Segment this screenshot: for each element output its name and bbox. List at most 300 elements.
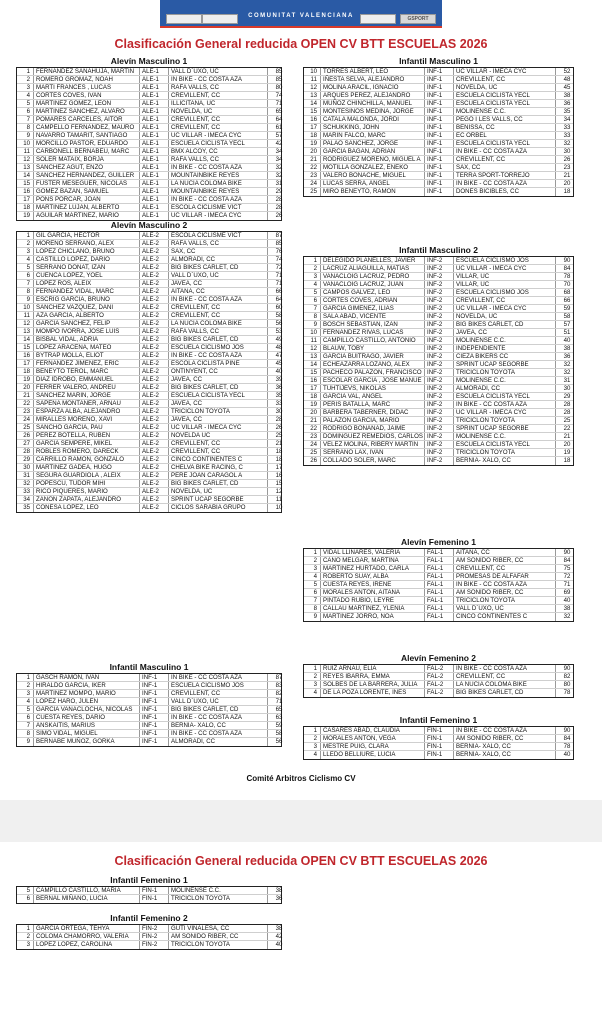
category-code: INF-1	[424, 124, 453, 131]
table-row	[304, 281, 573, 289]
points: 85	[267, 240, 290, 247]
rider-name: GASCH RAMON, IVAN	[33, 674, 139, 681]
club-name: TRICICLON TOYOTA	[453, 597, 555, 604]
document-title: Clasificación General reducida OPEN CV BTT ESCUELAS 2026	[114, 37, 488, 51]
club-name: TERRA SPORT-TORREJO	[453, 172, 555, 179]
position: 18	[23, 204, 30, 211]
position: 5	[26, 100, 30, 107]
club-name: ESCUELA CICLISMO JOS	[168, 682, 267, 689]
position: 21	[310, 417, 317, 424]
position: 11	[23, 312, 30, 319]
points: 28	[267, 196, 290, 203]
results-page-2	[0, 842, 602, 1024]
table-row	[17, 376, 281, 384]
table-row	[17, 496, 281, 504]
rider-name: SANCHEZ VAZQUEZ, DANI	[33, 304, 139, 311]
points: 26	[555, 156, 578, 163]
table-row	[304, 329, 573, 337]
club-name: VALL D´UXO, UC	[453, 605, 555, 612]
club-name: CREVILLENT, CC	[453, 76, 555, 83]
points: 60	[267, 304, 290, 311]
table-row	[304, 369, 573, 377]
points: 38	[555, 605, 578, 612]
club-name: BENISSA, CC	[453, 124, 555, 131]
category-code: ALE-1	[139, 108, 168, 115]
position: 14	[23, 172, 30, 179]
points: 42	[267, 933, 290, 940]
category-code: ALE-2	[139, 240, 168, 247]
table-row	[17, 328, 281, 336]
points: 28	[267, 416, 290, 423]
table-row	[17, 730, 281, 738]
rider-name: RICO PIQUERES, MARIO	[33, 488, 139, 495]
rider-name: ANSKAITIS, MARIUS	[33, 722, 139, 729]
position: 11	[310, 76, 317, 83]
club-name: IN BIKE - CC COSTA AZA	[453, 665, 555, 672]
position: 6	[26, 108, 30, 115]
category-title: Infantil Masculino 1	[399, 56, 478, 66]
table-row	[17, 472, 281, 480]
table-row	[304, 92, 573, 100]
category-code: FIN-1	[424, 735, 453, 742]
rider-name: FERNANDEZ SANAHUJA, MARTIN	[33, 68, 139, 75]
category-code: INF-2	[424, 417, 453, 424]
club-name: AM SONIDO RIBER, CC	[168, 933, 267, 940]
points: 31	[555, 377, 578, 384]
points: 29	[555, 393, 578, 400]
position: 25	[23, 424, 30, 431]
position: 1	[26, 68, 30, 75]
club-name: CREVILLENT, CC	[453, 297, 555, 304]
table-row	[17, 164, 281, 172]
category-code: INF-1	[424, 172, 453, 179]
rider-name: PONS PORCAR, JOAN	[33, 196, 139, 203]
category-code: INF-2	[424, 425, 453, 432]
category-code: ALE-2	[139, 440, 168, 447]
rider-name: CORTES COVES, ADRIAN	[320, 297, 424, 304]
rider-name: FERNANDEZ JIMENEZ, ERIC	[33, 360, 139, 367]
category-code: ALE-2	[139, 328, 168, 335]
points: 87	[267, 232, 290, 239]
category-code: INF-1	[424, 140, 453, 147]
points: 71	[267, 280, 290, 287]
rider-name: PINTADO RUBIO, LEYRE	[320, 597, 424, 604]
category-title: Alevín Femenino 2	[400, 653, 477, 663]
points: 30	[555, 385, 578, 392]
rider-name: SANCHEZ HERNANDEZ, GUILLER	[33, 172, 139, 179]
points: 16	[267, 472, 290, 479]
club-name: TRICICLON TOYOTA	[453, 449, 555, 456]
position: 24	[23, 416, 30, 423]
category-code: ALE-1	[139, 76, 168, 83]
position: 1	[26, 232, 30, 239]
rider-name: SIMO VIDAL, MIGUEL	[33, 730, 139, 737]
points: 38	[555, 345, 578, 352]
table-row	[304, 605, 573, 613]
category-code: ALE-2	[139, 264, 168, 271]
position: 20	[310, 148, 317, 155]
table-row	[17, 272, 281, 280]
rider-name: CARBONELL BERNABEU, MARC	[33, 148, 139, 155]
points: 12	[267, 488, 290, 495]
category-code: FAL-2	[424, 665, 453, 672]
rider-name: LOPEZ ARACENA, MATEO	[33, 344, 139, 351]
club-name: CREVILLENT, CC	[168, 124, 267, 131]
category-code: ALE-1	[139, 156, 168, 163]
club-name: ESCOLA CICLISTA PINE	[168, 360, 267, 367]
table-row	[304, 180, 573, 188]
table-row	[17, 288, 281, 296]
club-name: AITANA, CC	[168, 288, 267, 295]
table-row	[17, 488, 281, 496]
points: 35	[555, 108, 578, 115]
club-name: CREVILLENT, CC	[453, 565, 555, 572]
points: 71	[267, 272, 290, 279]
points: 17	[267, 464, 290, 471]
club-name: TRICICLON TOYOTA	[453, 417, 555, 424]
rider-name: AGUILAR MARTINEZ, MARIO	[33, 212, 139, 220]
category-code: FAL-1	[424, 597, 453, 604]
table-row	[304, 68, 573, 76]
category-code: INF-1	[424, 188, 453, 196]
table-row	[17, 256, 281, 264]
category-code: INF-2	[424, 297, 453, 304]
rider-name: DE LA POZA LORENTE, INES	[320, 689, 424, 697]
points: 31	[267, 180, 290, 187]
table-row	[304, 449, 573, 457]
table-row	[17, 264, 281, 272]
rider-name: ROBERTO SUAY, ALBA	[320, 573, 424, 580]
table-row	[304, 417, 573, 425]
category-code: INF-1	[424, 92, 453, 99]
position: 19	[23, 212, 30, 219]
position: 9	[313, 613, 317, 620]
table-row	[17, 690, 281, 698]
table-row	[304, 289, 573, 297]
points: 25	[267, 432, 290, 439]
category-code: ALE-2	[139, 280, 168, 287]
table-row	[304, 557, 573, 565]
club-name: RAFA VALLS, CC	[168, 84, 267, 91]
position: 17	[23, 196, 30, 203]
rider-name: CATALA MALONDA, JORDI	[320, 116, 424, 123]
club-name: UC VILLAR - IMECA CYC	[168, 132, 267, 139]
club-name: ONTINYENT, CC	[168, 368, 267, 375]
points: 58	[555, 313, 578, 320]
table-row	[17, 456, 281, 464]
rider-name: MARTINEZ HURTADO, CARLA	[320, 565, 424, 572]
results-table	[303, 256, 574, 466]
club-name: AM SONIDO RIBER, CC	[453, 735, 555, 742]
club-name: IN BIKE - CC COSTA AZA	[453, 581, 555, 588]
club-name: CREVILLENT, CC	[453, 673, 555, 680]
points: 66	[267, 288, 290, 295]
position: 2	[313, 265, 317, 272]
category-code: INF-2	[424, 353, 453, 360]
points: 82	[555, 673, 578, 680]
club-name: TRICICLON TOYOTA	[168, 895, 267, 903]
club-name: BERNIA- XALO, CC	[168, 722, 267, 729]
rider-name: CAMPELLO FERNANDEZ, MAURO	[33, 124, 139, 131]
rider-name: SCHUKKING, JOHN	[320, 124, 424, 131]
points: 83	[267, 682, 290, 689]
table-row	[17, 248, 281, 256]
table-row	[304, 385, 573, 393]
rider-name: PACHECO PALAZON, FRANCISCO	[320, 369, 424, 376]
position: 28	[23, 448, 30, 455]
table-row	[17, 933, 281, 941]
club-name: BIG BIKES CARLET, CD	[453, 321, 555, 328]
rider-name: SOLBES DE LA BARRERA, JULIA	[320, 681, 424, 688]
table-row	[304, 124, 573, 132]
rider-name: MARTINEZ GADEA, HUGO	[33, 464, 139, 471]
table-row	[304, 433, 573, 441]
category-infantil-femenino-2	[16, 912, 282, 950]
points: 45	[267, 360, 290, 367]
points: 28	[555, 401, 578, 408]
club-name: ESCUELA CICLISTA YECL	[168, 140, 267, 147]
table-row	[304, 457, 573, 465]
position: 17	[23, 360, 30, 367]
category-code: INF-2	[424, 329, 453, 336]
position: 5	[313, 289, 317, 296]
footer-committee: Comité Arbitros Ciclismo CV	[246, 774, 356, 783]
rider-name: BERNAL MIÑANO, LUCIA	[33, 895, 139, 903]
points: 52	[555, 68, 578, 75]
category-code: ALE-1	[139, 140, 168, 147]
category-code: INF-1	[139, 682, 168, 689]
position: 9	[26, 738, 30, 745]
club-name: IN BIKE - CC COSTA AZA	[168, 352, 267, 359]
rider-name: DELEGIDO PLANELLES, JAVIER	[320, 257, 424, 264]
club-name: BMX ALCOY, CC	[168, 148, 267, 155]
club-name: SPRINT UCAP SEGORBE	[453, 361, 555, 368]
points: 71	[555, 581, 578, 588]
category-code: FAL-1	[424, 613, 453, 621]
club-name: BIG BIKES CARLET, CD	[168, 480, 267, 487]
club-name: VALL D´UXO, UC	[168, 68, 267, 75]
category-code: ALE-1	[139, 188, 168, 195]
category-code: INF-2	[424, 385, 453, 392]
position: 8	[26, 288, 30, 295]
table-row	[17, 76, 281, 84]
club-name: PROMESAS DE ALFAFAR	[453, 573, 555, 580]
points: 71	[267, 698, 290, 705]
category-code: INF-2	[424, 313, 453, 320]
rider-name: GARCIA BUITRAGO, JAVIER	[320, 353, 424, 360]
club-name: CIEZA BIKERS CC	[453, 353, 555, 360]
rider-name: FUSTER MESEGUER, NICOLAS	[33, 180, 139, 187]
position: 5	[26, 706, 30, 713]
club-name: BIG BIKES CARLET, CD	[168, 384, 267, 391]
table-row	[304, 345, 573, 353]
category-code: INF-2	[424, 289, 453, 296]
club-name: ESCUELA CICLISMO JOS	[453, 257, 555, 264]
position: 30	[23, 464, 30, 471]
rider-name: SERRANO LAX, IVAN	[320, 449, 424, 456]
rider-name: POMARES CARCELES, AITOR	[33, 116, 139, 123]
results-table	[16, 67, 282, 221]
category-code: ALE-1	[139, 172, 168, 179]
category-code: ALE-2	[139, 232, 168, 239]
category-code: INF-2	[424, 265, 453, 272]
club-name: IN BIKE - CC COSTA AZA	[168, 730, 267, 737]
position: 1	[313, 665, 317, 672]
points: 48	[267, 344, 290, 351]
club-name: INDEPENDIENTE	[453, 345, 555, 352]
points: 72	[267, 264, 290, 271]
table-row	[17, 312, 281, 320]
club-name: VILLAR, UC	[453, 273, 555, 280]
rider-name: BERNABE MUÑOZ, GORKA	[33, 738, 139, 746]
points: 80	[555, 681, 578, 688]
category-code: ALE-2	[139, 352, 168, 359]
club-name: CINCO CONTINENTES C	[453, 613, 555, 621]
club-name: MOUNTAINBIKE REYES	[168, 172, 267, 179]
table-row	[17, 722, 281, 730]
category-code: ALE-2	[139, 392, 168, 399]
points: 40	[555, 751, 578, 759]
table-row	[17, 140, 281, 148]
club-name: SPRINT UCAP SEGORBE	[453, 425, 555, 432]
table-row	[17, 116, 281, 124]
table-row	[17, 941, 281, 949]
points: 38	[267, 887, 290, 894]
rider-name: CARRILLO RAMON, GONZALO	[33, 456, 139, 463]
table-row	[17, 320, 281, 328]
rider-name: VANACLOIG LACRUZ, PEDRO	[320, 273, 424, 280]
table-row	[304, 549, 573, 557]
points: 26	[267, 212, 290, 220]
points: 36	[267, 384, 290, 391]
table-row	[17, 124, 281, 132]
points: 53	[267, 328, 290, 335]
club-name: NOVELDA, UC	[168, 108, 267, 115]
rider-name: CUENCA LOPEZ, YOEL	[33, 272, 139, 279]
table-row	[304, 441, 573, 449]
position: 2	[26, 76, 30, 83]
position: 26	[310, 457, 317, 464]
rider-name: MESTRE PUIG, CLARA	[320, 743, 424, 750]
points: 65	[267, 108, 290, 115]
rider-name: GIL GARCIA, HECTOR	[33, 232, 139, 239]
points: 90	[555, 257, 578, 264]
club-name: IN BIKE - CC COSTA AZA	[453, 401, 555, 408]
table-row	[304, 353, 573, 361]
position: 9	[26, 132, 30, 139]
category-code: INF-1	[139, 738, 168, 746]
category-code: ALE-2	[139, 400, 168, 407]
position: 24	[310, 180, 317, 187]
position: 3	[313, 565, 317, 572]
category-code: ALE-2	[139, 432, 168, 439]
rider-name: COLLADO SOLER, MARC	[320, 457, 424, 465]
table-row	[17, 196, 281, 204]
position: 3	[26, 84, 30, 91]
rider-name: ESCOLAR GARCIA , JOSE MANUE	[320, 377, 424, 384]
rider-name: CORTES COVES, IVAN	[33, 92, 139, 99]
position: 23	[310, 172, 317, 179]
club-name: AITANA, CC	[453, 549, 555, 556]
position: 14	[310, 100, 317, 107]
points: 34	[267, 148, 290, 155]
rider-name: VALERO BONACHE, MIGUEL	[320, 172, 424, 179]
category-code: ALE-2	[139, 368, 168, 375]
club-name: BERNIA- XALO, CC	[453, 751, 555, 759]
rider-name: MARTINEZ SANCHEZ, ALVARO	[33, 108, 139, 115]
table-row	[17, 304, 281, 312]
rider-name: BENEYTO TEROL, MARC	[33, 368, 139, 375]
club-name: TRICICLON TOYOTA	[168, 408, 267, 415]
club-name: ESCUELA CICLISMO JOS	[453, 289, 555, 296]
rider-name: ARQUES PEREZ, ALEJANDRO	[320, 92, 424, 99]
rider-name: GOMEZ BAZAN, SAMUEL	[33, 188, 139, 195]
club-name: UC VILLAR - IMECA CYC	[453, 409, 555, 416]
table-row	[304, 164, 573, 172]
category-code: INF-1	[139, 730, 168, 737]
table-row	[304, 361, 573, 369]
rider-name: LACRUZ ALIAGUILLA, MATIAS	[320, 265, 424, 272]
club-name: IN BIKE - CC COSTA AZA	[453, 148, 555, 155]
table-row	[17, 132, 281, 140]
points: 68	[555, 289, 578, 296]
rider-name: HIRALDO GARCIA, IKER	[33, 682, 139, 689]
table-row	[304, 273, 573, 281]
points: 18	[555, 457, 578, 465]
points: 10	[267, 504, 290, 512]
rider-name: GARCIA SANCHEZ, FELIP	[33, 320, 139, 327]
club-name: JAVEA, CC	[453, 329, 555, 336]
points: 74	[267, 92, 290, 99]
position: 26	[23, 432, 30, 439]
points: 84	[555, 735, 578, 742]
position: 6	[26, 272, 30, 279]
position: 6	[313, 589, 317, 596]
category-code: ALE-2	[139, 272, 168, 279]
points: 42	[267, 140, 290, 147]
rider-name: SANCHEZ MARIN, JORGE	[33, 392, 139, 399]
table-row	[304, 751, 573, 759]
points: 85	[267, 76, 290, 83]
table-row	[17, 280, 281, 288]
position: 33	[23, 488, 30, 495]
points: 20	[555, 441, 578, 448]
position: 3	[313, 273, 317, 280]
rider-name: BISBAL VIDAL, ADRIA	[33, 336, 139, 343]
category-code: ALE-2	[139, 496, 168, 503]
rider-name: CALLAU MARTINEZ, YLENIA	[320, 605, 424, 612]
table-row	[17, 480, 281, 488]
position: 18	[310, 132, 317, 139]
rider-name: SEGURA GUARDIOLA , ALEIX	[33, 472, 139, 479]
position: 3	[26, 690, 30, 697]
category-code: INF-2	[424, 393, 453, 400]
position: 5	[26, 887, 30, 894]
category-code: ALE-2	[139, 504, 168, 512]
position: 23	[310, 433, 317, 440]
category-code: INF-1	[139, 706, 168, 713]
position: 1	[313, 257, 317, 264]
position: 11	[23, 148, 30, 155]
points: 65	[267, 706, 290, 713]
club-name: IN BIKE - CC COSTA AZA	[168, 714, 267, 721]
rider-name: ROMERO GROMAZ, NOAH	[33, 76, 139, 83]
rider-name: PALAO SANCHEZ, JORGE	[320, 140, 424, 147]
table-row	[17, 68, 281, 76]
position: 13	[310, 92, 317, 99]
position: 12	[310, 345, 317, 352]
category-title: Alevín Femenino 1	[400, 537, 477, 547]
